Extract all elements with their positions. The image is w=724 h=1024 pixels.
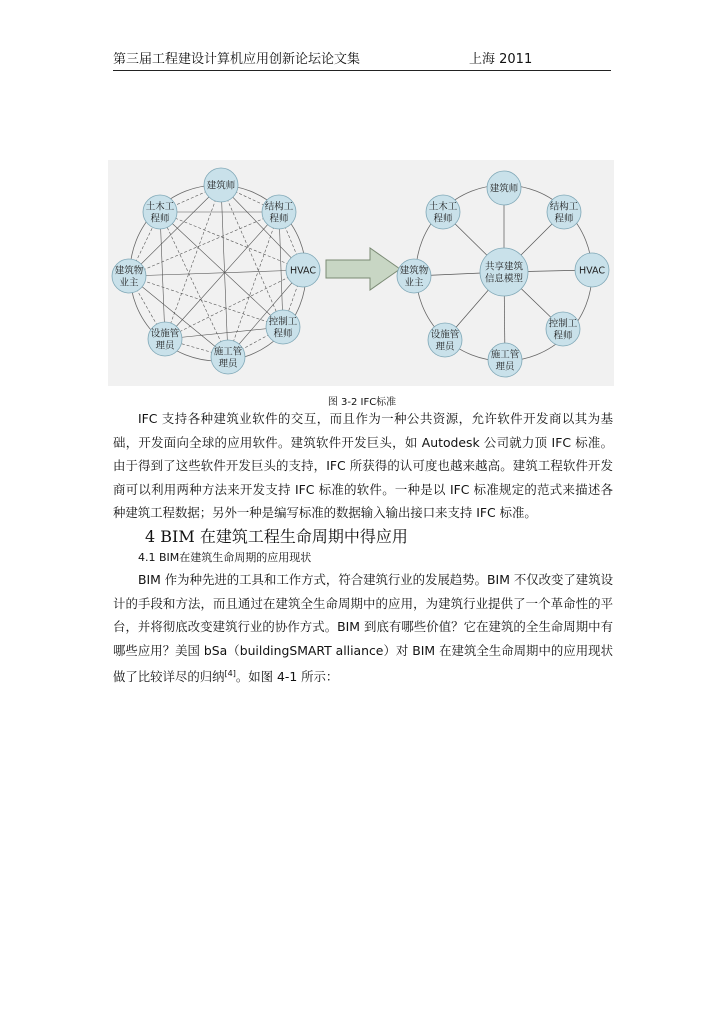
right-node xyxy=(575,253,609,287)
subsection-heading: 4.1 BIM在建筑生命周期的应用现状 xyxy=(138,551,312,564)
node-label: 信息模型 xyxy=(484,273,524,285)
ifc-standard-figure xyxy=(108,160,614,386)
node-label: 施工管 xyxy=(213,346,243,358)
left-node xyxy=(112,259,146,293)
paragraph-ifc xyxy=(113,407,613,525)
figure-caption: 图 3-2 IFC标准 xyxy=(327,397,397,408)
node-label: 结构工 xyxy=(264,201,294,213)
paragraph-bim-text: BIM 作为种先进的工具和工作方式，符合建筑行业的发展趋势。BIM 不仅改变了建筑设计的手段和方法，而且通过在建筑全生命周期中的应用，为建筑行业提供了一个革命性的平台，并将彻底改变建筑行业的协作方式。BIM 到底有哪些价值？它在建筑的全生命周期中有哪些应用？美国 bSa（buildingSMART alliance）对 BIM 在建筑全生命周期中的应用现状做了比较详尽的归纳 xyxy=(113,572,613,685)
left-node xyxy=(143,195,177,229)
left-node xyxy=(211,340,245,374)
right-node xyxy=(397,259,431,293)
running-header xyxy=(113,50,611,71)
node-label: HVAC xyxy=(579,265,605,277)
node-label: 程师 xyxy=(273,328,293,340)
node-label: 设施管 xyxy=(430,329,460,341)
left-node xyxy=(286,253,320,287)
node-label: 业主 xyxy=(119,277,139,289)
paragraph-bim-tail: 。如图 4-1 所示： xyxy=(235,669,339,685)
node-label: 控制工 xyxy=(268,316,298,328)
node-label: 土木工 xyxy=(428,201,458,213)
citation-ref: [4] xyxy=(224,669,236,678)
section-heading: 4 BIM 在建筑工程生命周期中得应用 xyxy=(145,527,408,546)
header-location-year: 上海 2011 xyxy=(469,52,533,67)
right-node xyxy=(426,195,460,229)
right-node xyxy=(428,323,462,357)
node-label: 共享建筑 xyxy=(484,261,524,273)
shared-model-node xyxy=(480,248,528,296)
left-node xyxy=(262,195,296,229)
node-label: 控制工 xyxy=(548,318,578,330)
node-label: 理员 xyxy=(218,358,238,370)
node-label: 程师 xyxy=(553,330,573,342)
right-node xyxy=(547,195,581,229)
node-label: 建筑师 xyxy=(489,183,519,195)
left-node xyxy=(266,310,300,344)
right-node xyxy=(546,312,580,346)
node-label: 程师 xyxy=(433,213,453,225)
right-node xyxy=(488,343,522,377)
node-label: 业主 xyxy=(404,277,424,289)
node-label: 建筑物 xyxy=(114,265,144,277)
paragraph-ifc-text: IFC 支持各种建筑业软件的交互，而且作为一种公共资源，允许软件开发商以其为基础，开发面向全球的应用软件。建筑软件开发巨头，如 Autodesk 公司就力顶 IFC 标准。由于得到了这些软件开发巨头的支持，IFC 所获得的认可度也越来越高。建筑工程软件开发商可以利用两种方法来开发支持 IFC 标准的软件。一种是以 IFC 标准规定的范式来描述各种建筑工程数据；另外一种是编写标准的数据输入输出接口来支持 IFC 标准。 xyxy=(113,411,613,520)
left-node xyxy=(204,168,238,202)
header-title: 第三届工程建设计算机应用创新论坛论文集 xyxy=(113,52,361,67)
node-label: 建筑物 xyxy=(399,265,429,277)
paragraph-bim xyxy=(113,568,613,689)
node-label: 程师 xyxy=(269,213,289,225)
node-label: 程师 xyxy=(150,213,170,225)
node-label: HVAC xyxy=(290,265,316,277)
node-label: 结构工 xyxy=(549,201,579,213)
node-label: 理员 xyxy=(155,340,175,352)
node-label: 设施管 xyxy=(150,328,180,340)
node-label: 建筑师 xyxy=(206,180,236,192)
node-label: 施工管 xyxy=(490,349,520,361)
right-node xyxy=(487,171,521,205)
node-label: 土木工 xyxy=(145,201,175,213)
node-label: 程师 xyxy=(554,213,574,225)
left-node xyxy=(148,322,182,356)
node-label: 理员 xyxy=(435,341,455,353)
node-label: 理员 xyxy=(495,361,515,373)
